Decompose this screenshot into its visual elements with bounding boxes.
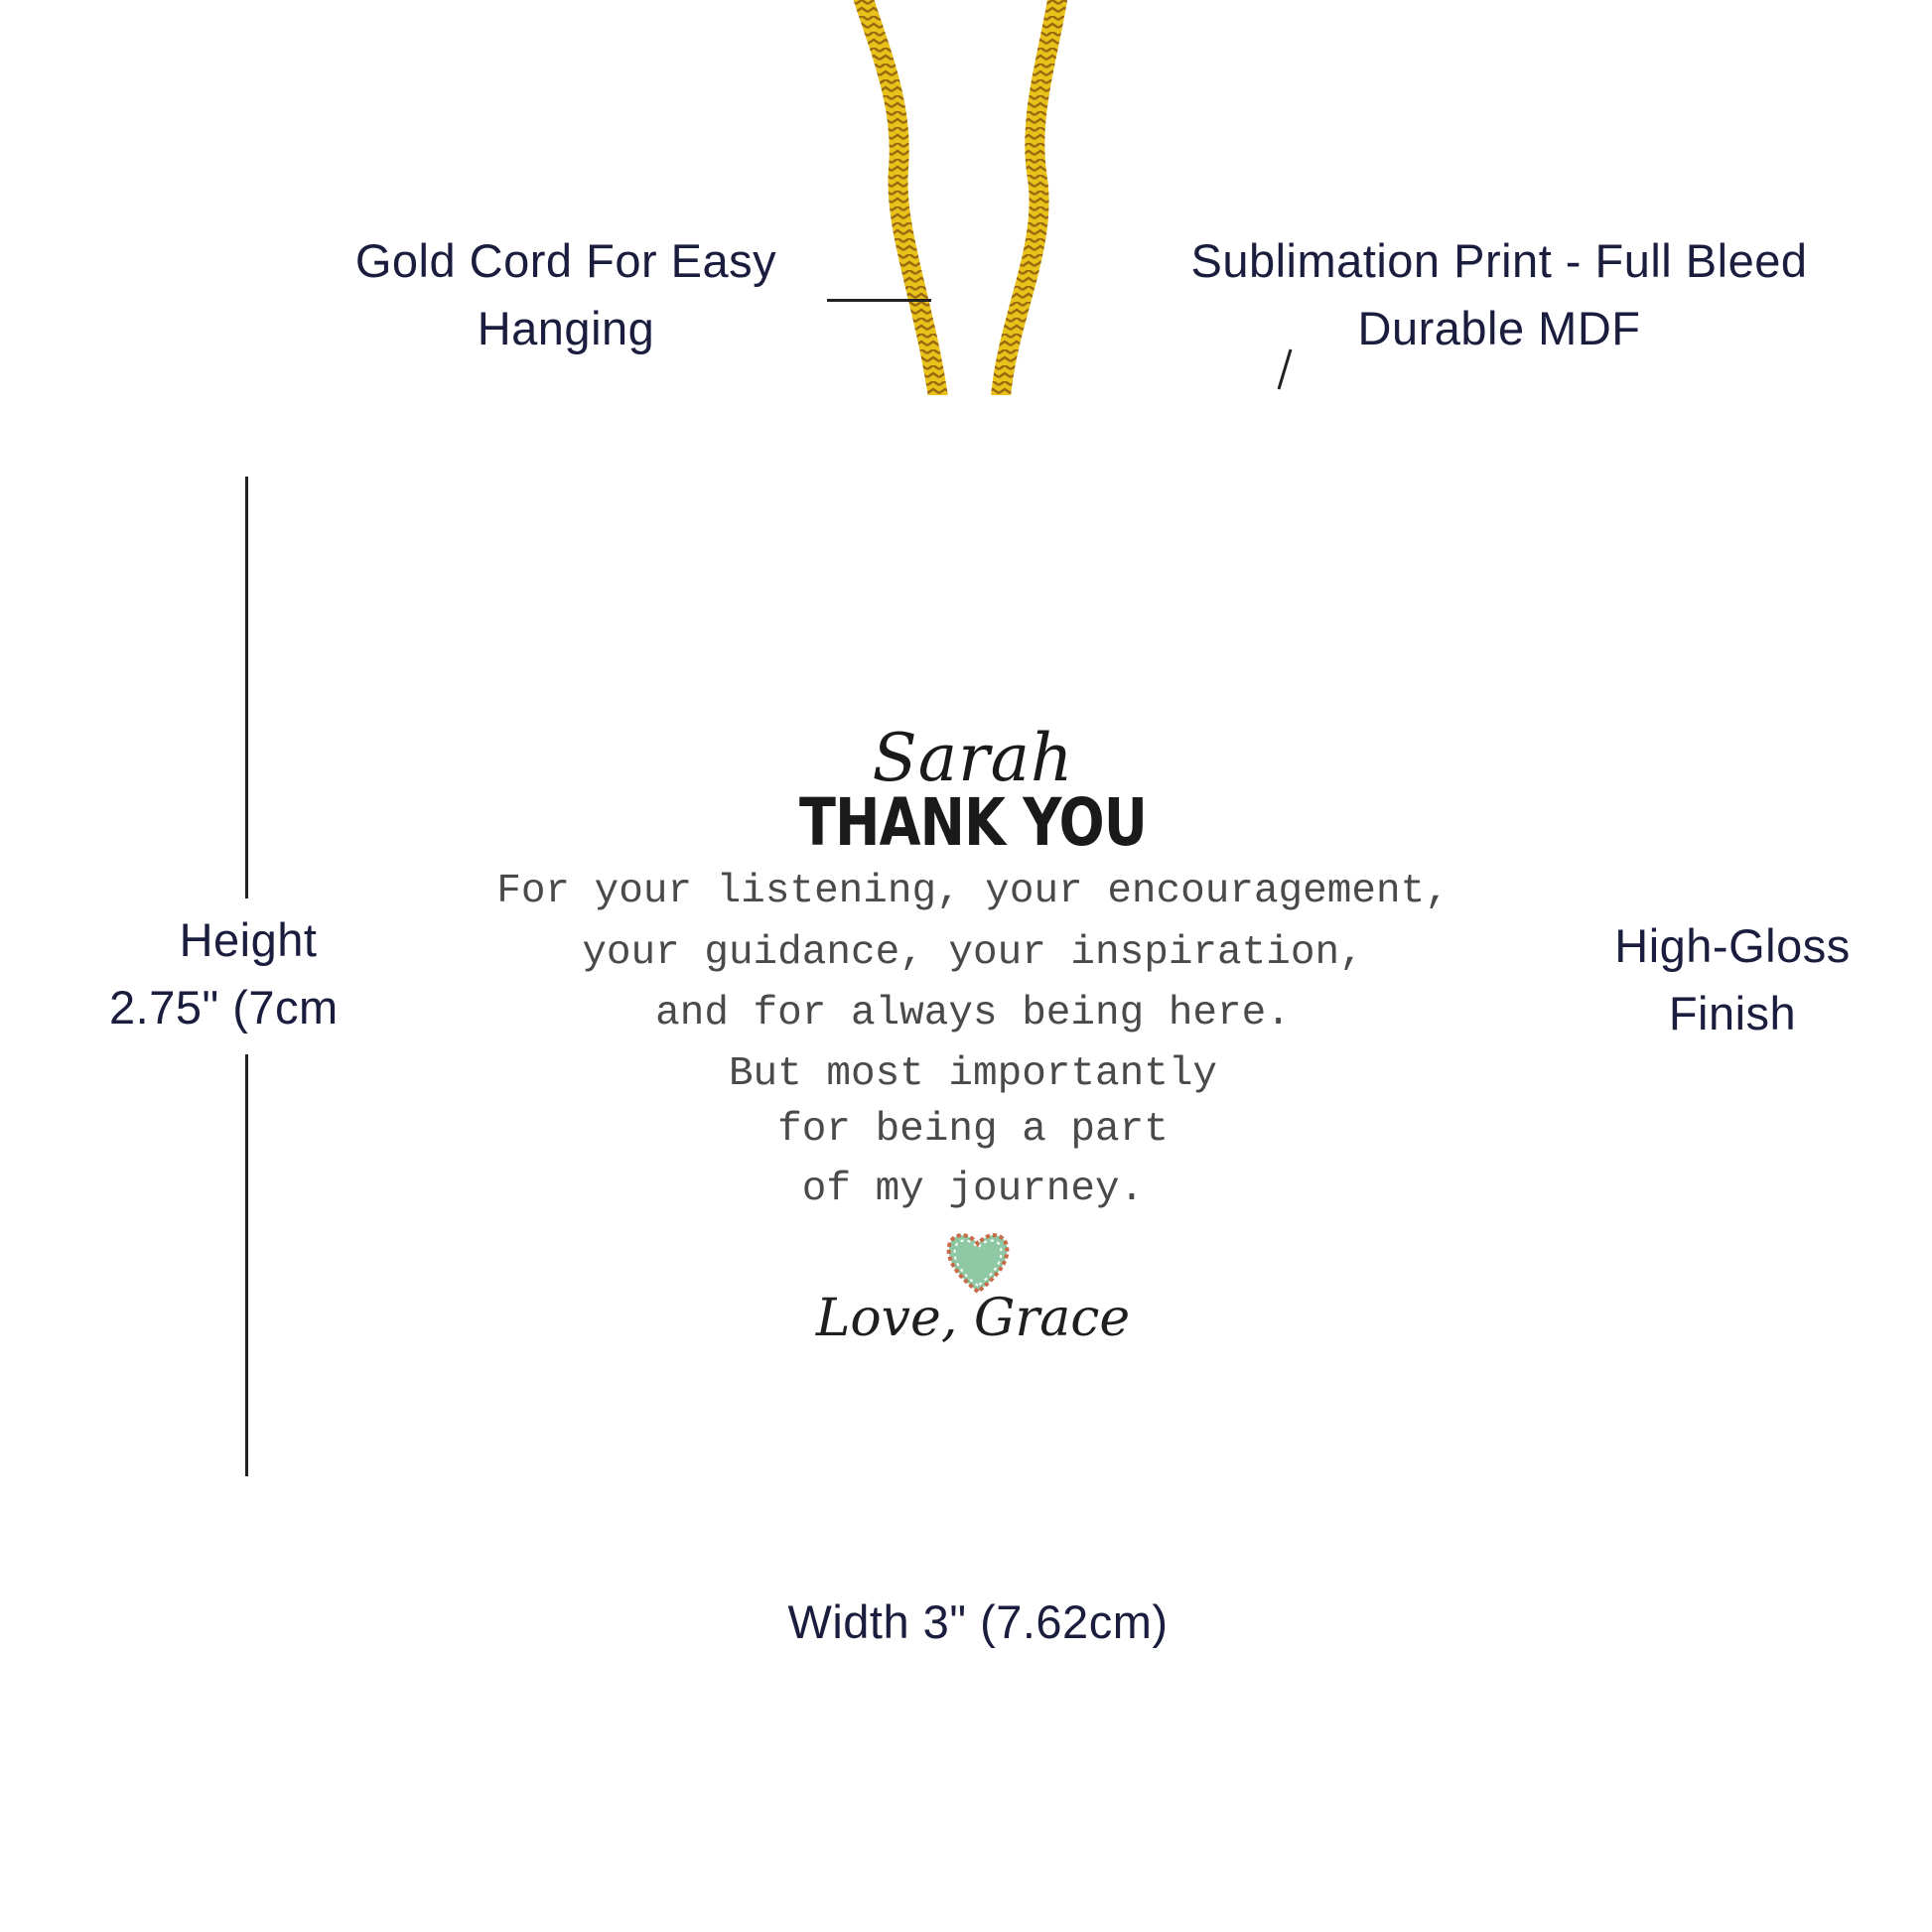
height-line-bottom bbox=[245, 1054, 248, 1476]
message-line: and for always being here. bbox=[655, 991, 1291, 1036]
signoff: Love, Grace bbox=[815, 1289, 1131, 1348]
recipient-name: Sarah bbox=[872, 720, 1074, 796]
heart-icon bbox=[943, 1228, 1013, 1298]
height-value: 2.75" (7cm bbox=[109, 981, 339, 1034]
width-callout: Width 3" (7.62cm) bbox=[787, 1595, 1169, 1648]
message-line: for being a part bbox=[777, 1107, 1169, 1153]
cord-right-strand bbox=[1001, 0, 1057, 397]
cord-left-strand bbox=[864, 0, 938, 397]
print-leader-slash bbox=[1269, 345, 1299, 393]
message-line: For your listening, your encouragement, bbox=[496, 869, 1449, 914]
height-callout: Height bbox=[179, 913, 318, 966]
message-line: But most importantly bbox=[728, 1051, 1218, 1097]
print-callout: Sublimation Print - Full Bleed Durable MDF bbox=[1190, 234, 1808, 354]
cord-callout: Gold Cord For Easy Hanging bbox=[354, 234, 777, 354]
finish-callout: High-Gloss Finish bbox=[1614, 919, 1851, 1039]
message-line: your guidance, your inspiration, bbox=[582, 930, 1364, 976]
thank-you-heading: THANK YOU bbox=[798, 784, 1148, 861]
height-line-top bbox=[245, 477, 248, 898]
cord-cutoff bbox=[0, 395, 1932, 415]
cord-leader-line bbox=[827, 299, 931, 302]
gold-cord bbox=[844, 0, 1082, 397]
message-line: of my journey. bbox=[801, 1167, 1145, 1212]
